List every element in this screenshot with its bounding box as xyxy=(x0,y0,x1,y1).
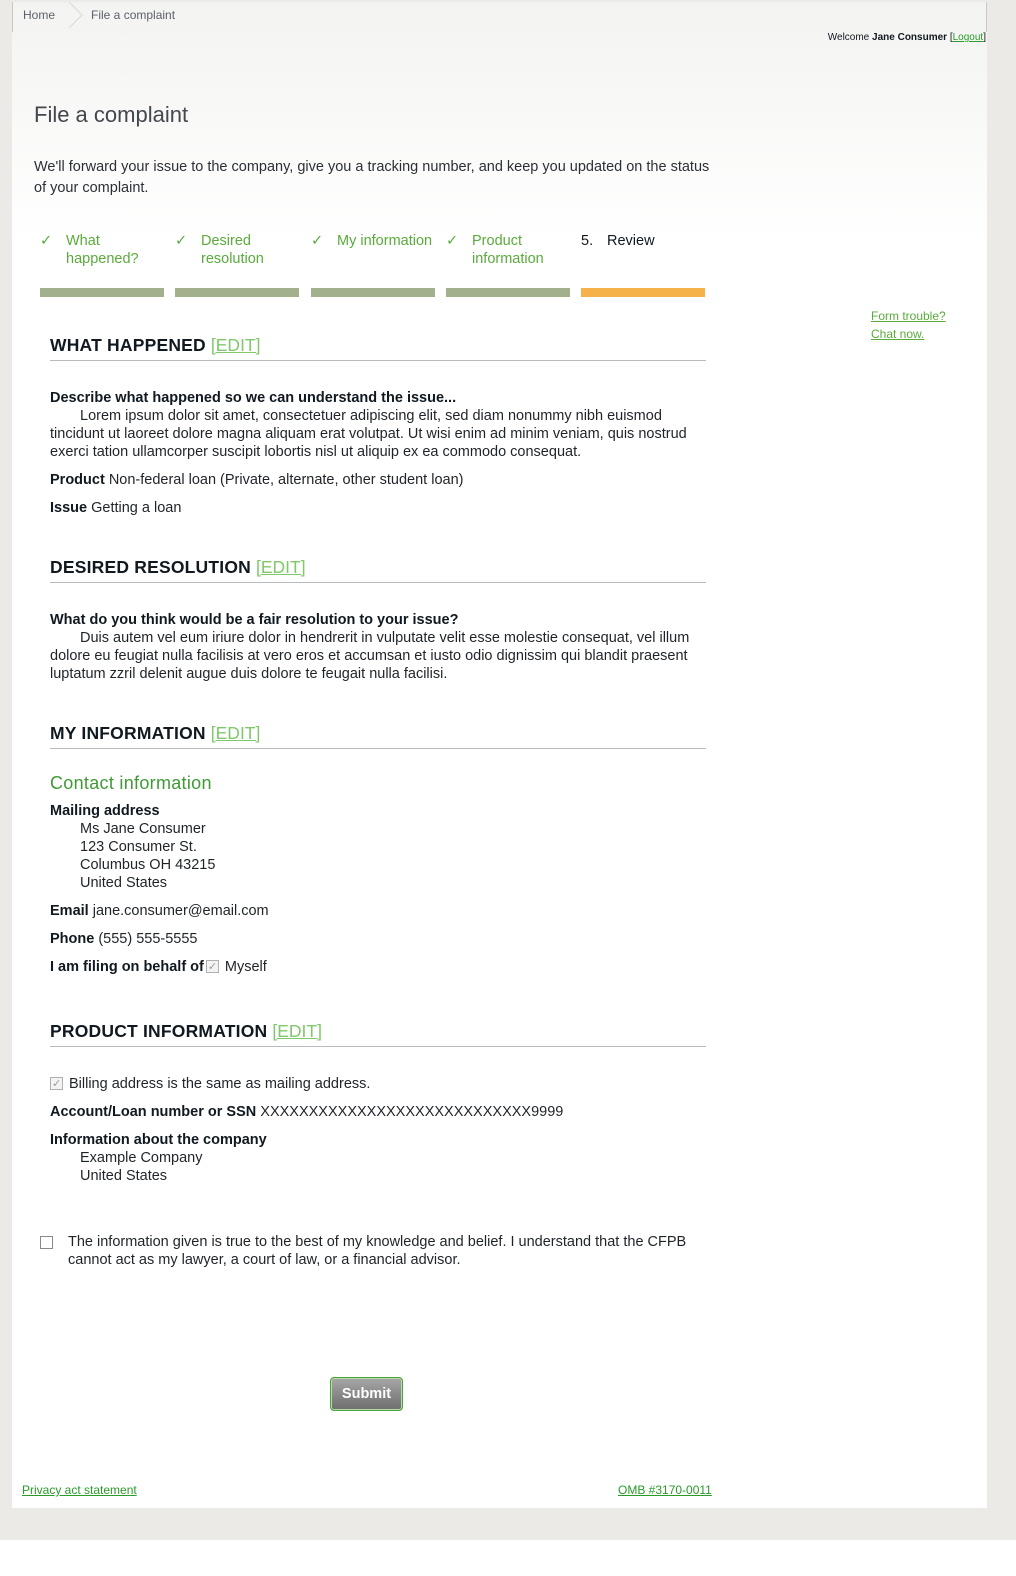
question-label: Describe what happened so we can understand the issue... xyxy=(50,390,457,406)
welcome-user: Jane Consumer xyxy=(872,32,948,43)
step-bar-active xyxy=(581,288,705,297)
step-product-information[interactable] xyxy=(446,232,570,268)
edit-product-information-link[interactable]: [EDIT] xyxy=(272,1021,322,1041)
phone-value: (555) 555-5555 xyxy=(98,931,198,947)
section-title: DESIRED RESOLUTION xyxy=(50,557,251,577)
product-row xyxy=(50,471,706,489)
step-bar xyxy=(311,288,435,297)
submit-button[interactable]: Submit xyxy=(330,1377,403,1411)
address-line: Ms Jane Consumer xyxy=(80,821,206,837)
issue-value: Getting a loan xyxy=(91,500,182,516)
billing-same-text: Billing address is the same as mailing address. xyxy=(69,1076,371,1092)
answer-text: Lorem ipsum dolor sit amet, consectetuer adipiscing elit, sed diam nonummy nibh euismod tincidunt ut laoreet dolore magna aliquam erat volutpat. Ut wisi enim ad minim veniam, quis nostrud exerci tation ullamcorper suscipit lobortis nisl ut aliquip ex ea commodo consequat. xyxy=(50,408,687,460)
question-label: What do you think would be a fair resolution to your issue? xyxy=(50,612,459,628)
step-bar xyxy=(40,288,164,297)
phone-row xyxy=(50,930,706,948)
behalf-value: Myself xyxy=(224,959,267,975)
section-product-information xyxy=(50,1021,706,1185)
step-check-icon: ✓ xyxy=(446,233,459,249)
help-links xyxy=(871,307,946,343)
account-value: XXXXXXXXXXXXXXXXXXXXXXXXXXXX9999 xyxy=(260,1104,564,1120)
mailing-address-label: Mailing address xyxy=(50,803,160,819)
step-my-information[interactable] xyxy=(311,232,435,250)
step-label: My information xyxy=(337,233,433,249)
billing-same-row xyxy=(50,1075,706,1093)
edit-what-happened-link[interactable]: [EDIT] xyxy=(210,335,261,355)
step-desired-resolution[interactable] xyxy=(175,232,299,268)
progress-steps xyxy=(40,232,706,302)
logout-bracket-close: ] xyxy=(983,32,986,43)
breadcrumb-separator-icon xyxy=(69,2,91,28)
step-number: 5. xyxy=(581,233,594,249)
issue-label: Issue xyxy=(50,500,88,516)
attestation-text: The information given is true to the best of my knowledge and belief. I understand that the CFPB cannot act as my lawyer, a court of law, or a financial advisor. xyxy=(68,1234,687,1268)
step-bar xyxy=(175,288,299,297)
company-label: Information about the company xyxy=(50,1132,267,1148)
form-trouble-link[interactable]: Form trouble? xyxy=(871,309,946,323)
breadcrumb-current: File a complaint xyxy=(91,8,176,22)
edit-my-information-link[interactable]: [EDIT] xyxy=(210,723,261,743)
breadcrumb xyxy=(12,2,175,28)
edit-desired-resolution-link[interactable]: [EDIT] xyxy=(255,557,306,577)
behalf-label: I am filing on behalf of xyxy=(50,959,204,975)
section-title: PRODUCT INFORMATION xyxy=(50,1021,268,1041)
behalf-row xyxy=(50,958,706,976)
frame-edge xyxy=(986,2,987,32)
phone-label: Phone xyxy=(50,931,95,947)
billing-same-checkbox xyxy=(50,1077,63,1090)
step-bar xyxy=(446,288,570,297)
welcome-prefix: Welcome xyxy=(827,32,870,43)
answer-text: Duis autem vel eum iriure dolor in hendrerit in vulputate velit esse molestie consequat, vel illum dolore eu feugiat nulla facilisis at vero eros et accumsan et iusto odio dignissim qui blandit praesent luptatum zzril delenit augue duis dolore te feugait nulla facilisi. xyxy=(50,630,690,682)
welcome-bar xyxy=(828,32,986,43)
product-label: Product xyxy=(50,472,105,488)
section-header xyxy=(50,335,706,361)
step-check-icon: ✓ xyxy=(311,233,324,249)
section-desired-resolution xyxy=(50,557,706,683)
step-label: What happened? xyxy=(66,233,139,267)
privacy-act-link[interactable]: Privacy act statement xyxy=(22,1483,137,1497)
company-line: United States xyxy=(80,1168,168,1184)
chat-now-link[interactable]: Chat now. xyxy=(871,327,925,341)
email-label: Email xyxy=(50,903,89,919)
section-header xyxy=(50,557,706,583)
section-header xyxy=(50,723,706,749)
step-check-icon: ✓ xyxy=(40,233,53,249)
section-title: WHAT HAPPENED xyxy=(50,335,206,355)
account-label: Account/Loan number or SSN xyxy=(50,1104,257,1120)
address-line: Columbus OH 43215 xyxy=(80,857,216,873)
contact-information-heading: Contact information xyxy=(50,773,212,793)
address-line: 123 Consumer St. xyxy=(80,839,197,855)
step-review xyxy=(581,232,705,250)
myself-checkbox xyxy=(206,960,219,973)
step-what-happened[interactable] xyxy=(40,232,164,268)
issue-row xyxy=(50,499,706,517)
page-title: File a complaint xyxy=(34,102,189,127)
product-value: Non-federal loan (Private, alternate, other student loan) xyxy=(108,472,464,488)
page-intro: We'll forward your issue to the company, give you a tracking number, and keep you updated on the status of your complaint. xyxy=(34,159,710,196)
account-row xyxy=(50,1103,706,1121)
section-header xyxy=(50,1021,706,1047)
address-line: United States xyxy=(80,875,168,891)
logout-bracket-open: [ xyxy=(949,32,953,43)
company-line: Example Company xyxy=(80,1150,203,1166)
section-my-information xyxy=(50,723,706,976)
breadcrumb-home[interactable]: Home xyxy=(23,8,56,22)
attestation-checkbox[interactable] xyxy=(40,1236,53,1249)
omb-number-link[interactable]: OMB #3170-0011 xyxy=(618,1483,712,1497)
attestation-row xyxy=(40,1233,710,1269)
step-label: Desired resolution xyxy=(201,233,264,267)
email-value: jane.consumer@email.com xyxy=(92,903,269,919)
step-check-icon: ✓ xyxy=(175,233,188,249)
step-label: Review xyxy=(607,233,655,249)
email-row xyxy=(50,902,706,920)
section-what-happened xyxy=(50,335,706,517)
logout-link[interactable]: Logout xyxy=(952,32,984,43)
step-label: Product information xyxy=(472,233,544,267)
section-title: MY INFORMATION xyxy=(50,723,206,743)
